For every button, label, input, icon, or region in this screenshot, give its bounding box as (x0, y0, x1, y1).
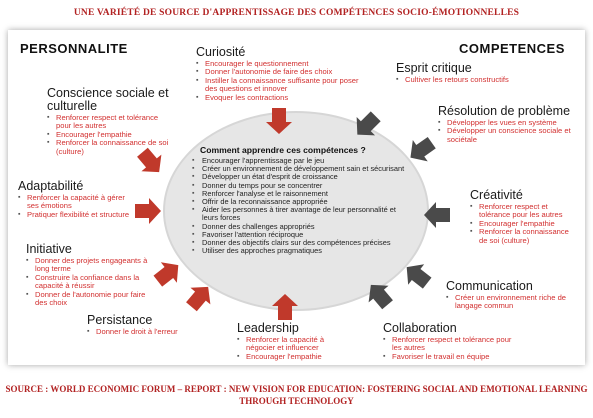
block-item: ▪ Construire la confiance dans la capacité à réussir (26, 274, 156, 291)
block-title: Conscience sociale et culturelle (47, 86, 169, 113)
block-item: ▪ Développer les vues en système (438, 119, 573, 127)
arrow-from-curiosite (266, 108, 292, 134)
block-item: ▪ Encourager l'empathie (47, 131, 175, 139)
block-title: Adaptabilité (18, 179, 84, 193)
center-content (192, 145, 412, 255)
arrow-from-communication (399, 257, 435, 293)
block-item: ▪ Donner le droit à l'erreur (87, 328, 207, 336)
block-communication (446, 280, 580, 311)
block-title: Esprit critique (396, 61, 472, 75)
block-list (446, 294, 580, 311)
center-item: ▪ Renforcer l'analyse et le raisonnement (192, 190, 412, 198)
block-item: ▪ Evoquer les contractions (196, 94, 366, 102)
arrow-from-esprit-critique (348, 107, 385, 144)
block-item: ▪ Donner l'autonomie de faire des choix (196, 68, 366, 76)
arrow-from-adaptabilite (135, 198, 161, 224)
block-resolution (438, 105, 573, 144)
center-item: ▪ Développer un état d'esprit de croissance (192, 173, 412, 181)
block-leadership (237, 322, 355, 361)
block-item: ▪ Renforcer la capacité à gérer ses émotions (18, 194, 133, 211)
block-item: ▪ Développer un conscience sociale et sociétale (438, 127, 573, 144)
center-item: ▪ Encourager l'apprentissage par le jeu (192, 157, 412, 165)
center-item: ▪ Donner des challenges appropriés (192, 223, 412, 231)
center-item: ▪ Donner du temps pour se concentrer (192, 182, 412, 190)
block-item: ▪ Encourager l'empathie (470, 220, 570, 228)
block-esprit-critique (396, 62, 561, 84)
block-item: ▪ Renforcer respect et tolérance pour les autres (47, 114, 175, 131)
block-item: ▪ Donner de l'autonomie pour faire des choix (26, 291, 156, 308)
center-item: ▪ Offrir de la reconnaissance appropriée (192, 198, 412, 206)
center-item: ▪ Créer un environnement de développement sain et sécurisant (192, 165, 412, 173)
block-list (438, 119, 573, 144)
center-item: ▪ Favoriser l'attention réciproque (192, 231, 412, 239)
block-title: Communication (446, 279, 533, 293)
block-conscience (47, 87, 175, 156)
block-item: ▪ Favoriser le travail en équipe (383, 353, 523, 361)
block-item: ▪ Renforcer la connaissance de soi (culture) (47, 139, 175, 156)
block-list (396, 76, 561, 84)
block-list (87, 328, 207, 336)
block-title: Leadership (237, 321, 299, 335)
block-list (18, 194, 133, 219)
block-item: ▪ Donner des projets engageants à long terme (26, 257, 156, 274)
block-item: ▪ Renforcer la capacité à négocier et influencer (237, 336, 355, 353)
block-item: ▪ Créer un environnement riche de langage commun (446, 294, 580, 311)
block-list (237, 336, 355, 361)
arrow-from-collaboration (361, 277, 398, 314)
block-item: ▪ Renforcer respect et tolérance pour les autres (470, 203, 570, 220)
block-title: Collaboration (383, 321, 457, 335)
center-item: ▪ Aider les personnes à tirer avantage de leur personnalité et leurs forces (192, 206, 412, 222)
block-list (383, 336, 523, 361)
block-curiosite (196, 46, 366, 102)
block-item: ▪ Renforcer respect et tolérance pour les autres (383, 336, 523, 353)
block-creativite (470, 189, 570, 245)
block-title: Persistance (87, 313, 153, 327)
center-list (192, 157, 412, 255)
block-list (470, 203, 570, 245)
block-list (26, 257, 156, 307)
infographic-title: UNE VARIÉTÉ DE SOURCE D'APPRENTISSAGE DES COMPÉTENCES SOCIO-ÉMOTIONNELLES (73, 8, 520, 18)
block-persistance (87, 314, 207, 336)
center-heading: Comment apprendre ces compétences ? (200, 145, 366, 155)
arrow-from-leadership (272, 294, 298, 320)
block-list (47, 114, 175, 156)
personnalite-header: PERSONNALITE (20, 41, 128, 56)
center-item: ▪ Donner des objectifs clairs sur des compétences précises (192, 239, 412, 247)
block-item: ▪ Encourager le questionnement (196, 60, 366, 68)
center-item: ▪ Utiliser des approches pragmatiques (192, 247, 412, 255)
block-item: ▪ Pratiquer flexibilité et structure (18, 211, 133, 219)
source-citation: SOURCE : WORLD ECONOMIC FORUM – REPORT : NEW VISION FOR EDUCATION: FOSTERING SOCIAL AND EMOTIONAL LEARNING THROUGH TECHNOLOGY (5, 384, 588, 406)
block-item: ▪ Cultiver les retours constructifs (396, 76, 561, 84)
block-initiative (26, 243, 156, 307)
arrow-from-creativite (424, 202, 450, 228)
competences-header: COMPETENCES (459, 41, 565, 56)
arrow-from-persistance (181, 279, 218, 316)
block-title: Initiative (26, 242, 72, 256)
block-item: ▪ Renforcer la connaissance de soi (culture) (470, 228, 570, 245)
block-list (196, 60, 366, 102)
block-title: Curiosité (196, 45, 246, 59)
block-item: ▪ Encourager l'empathie (237, 353, 355, 361)
block-title: Créativité (470, 188, 523, 202)
block-item: ▪ Instiller la connaissance suffisante pour poser des questions et innover (196, 77, 366, 94)
block-title: Résolution de problème (438, 104, 571, 118)
block-collaboration (383, 322, 523, 361)
block-adaptabilite (18, 180, 133, 219)
